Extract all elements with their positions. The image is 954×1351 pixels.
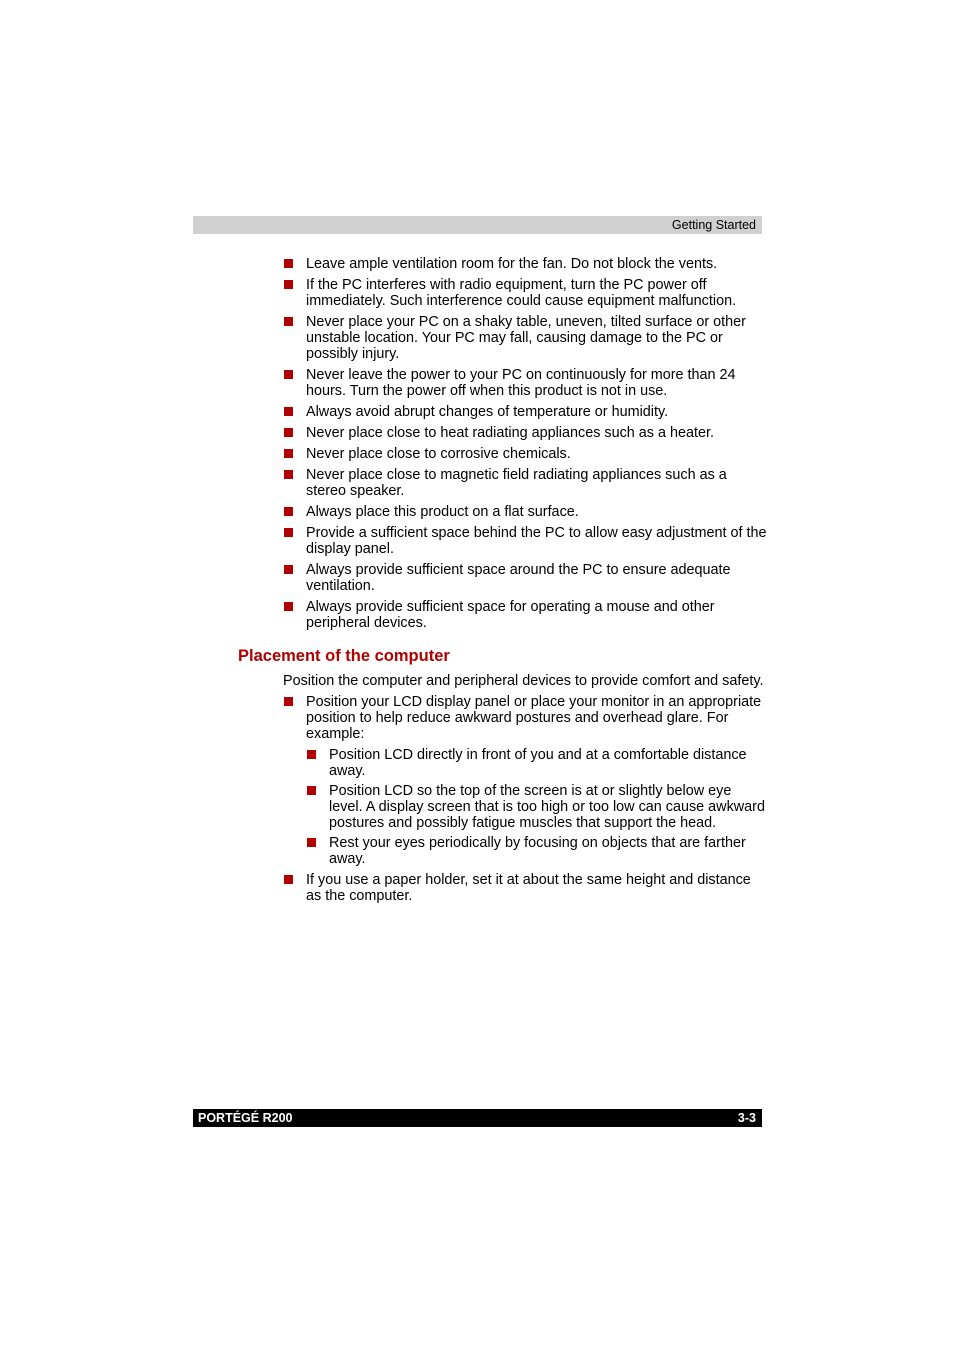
running-header xyxy=(193,216,762,234)
list-item-text: If you use a paper holder, set it at about the same height and distance as the computer. xyxy=(306,872,751,904)
running-footer xyxy=(193,1109,762,1127)
placement-list xyxy=(283,694,768,904)
bullet-square-icon xyxy=(284,317,293,326)
list-item xyxy=(283,599,768,631)
list-item xyxy=(283,277,768,309)
bullet-square-icon xyxy=(284,528,293,537)
bullet-square-icon xyxy=(284,428,293,437)
precautions-list xyxy=(283,256,768,631)
section-intro: Position the computer and peripheral devices to provide comfort and safety. xyxy=(283,673,764,689)
page-number: 3-3 xyxy=(737,1111,756,1125)
bullet-square-icon xyxy=(284,470,293,479)
list-item-text: Always provide sufficient space for operating a mouse and other peripheral devices. xyxy=(306,599,715,631)
list-item-text: Always provide sufficient space around the PC to ensure adequate ventilation. xyxy=(306,562,731,594)
product-name: PORTÉGÉ R200 xyxy=(198,1111,293,1125)
sub-list-item-text: Position LCD so the top of the screen is at or slightly below eye level. A display screen that is too high or too low can cause awkward postures and possibly fatigue muscles that support the head. xyxy=(329,783,765,831)
list-item-text: Always place this product on a flat surface. xyxy=(306,504,579,520)
bullet-square-icon xyxy=(307,838,316,847)
list-item xyxy=(283,425,768,441)
bullet-square-icon xyxy=(284,280,293,289)
list-item xyxy=(283,404,768,420)
bullet-square-icon xyxy=(284,407,293,416)
bullet-square-icon xyxy=(284,565,293,574)
bullet-square-icon xyxy=(284,507,293,516)
list-item-text: Leave ample ventilation room for the fan. Do not block the vents. xyxy=(306,256,718,272)
list-item xyxy=(283,467,768,499)
list-item-text: Never place your PC on a shaky table, uneven, tilted surface or other unstable location. Your PC may fall, causing damage to the PC or possibly injury. xyxy=(306,314,746,362)
list-item xyxy=(283,694,768,867)
list-item-text: Never leave the power to your PC on continuously for more than 24 hours. Turn the power off when this product is not in use. xyxy=(306,367,736,399)
list-item xyxy=(283,562,768,594)
list-item-text: If the PC interferes with radio equipment, turn the PC power off immediately. Such interference could cause equipment malfunction. xyxy=(306,277,737,309)
bullet-square-icon xyxy=(307,750,316,759)
chapter-title: Getting Started xyxy=(671,218,756,232)
bullet-square-icon xyxy=(284,602,293,611)
list-item xyxy=(283,367,768,399)
sub-list-item xyxy=(306,835,768,867)
sub-list xyxy=(306,747,768,867)
bullet-square-icon xyxy=(284,875,293,884)
list-item xyxy=(283,872,768,904)
list-item-text: Position your LCD display panel or place your monitor in an appropriate position to help reduce awkward postures and overhead glare. For example: xyxy=(306,694,762,742)
precautions-section xyxy=(283,256,768,636)
placement-section xyxy=(283,673,768,909)
bullet-square-icon xyxy=(284,259,293,268)
sub-list-item xyxy=(306,783,768,831)
list-item-text: Always avoid abrupt changes of temperature or humidity. xyxy=(306,404,669,420)
list-item xyxy=(283,256,768,272)
list-item xyxy=(283,446,768,462)
section-heading: Placement of the computer xyxy=(238,647,450,665)
list-item xyxy=(283,314,768,362)
sub-list-item-text: Position LCD directly in front of you and at a comfortable distance away. xyxy=(329,747,747,779)
list-item-text: Never place close to corrosive chemicals. xyxy=(306,446,571,462)
bullet-square-icon xyxy=(284,697,293,706)
bullet-square-icon xyxy=(284,449,293,458)
list-item-text: Never place close to magnetic field radiating appliances such as a stereo speaker. xyxy=(306,467,727,499)
list-item-text: Never place close to heat radiating appliances such as a heater. xyxy=(306,425,714,441)
list-item-text: Provide a sufficient space behind the PC to allow easy adjustment of the display panel. xyxy=(306,525,767,557)
bullet-square-icon xyxy=(307,786,316,795)
list-item xyxy=(283,525,768,557)
bullet-square-icon xyxy=(284,370,293,379)
sub-list-item xyxy=(306,747,768,779)
list-item xyxy=(283,504,768,520)
sub-list-item-text: Rest your eyes periodically by focusing on objects that are farther away. xyxy=(329,835,746,867)
